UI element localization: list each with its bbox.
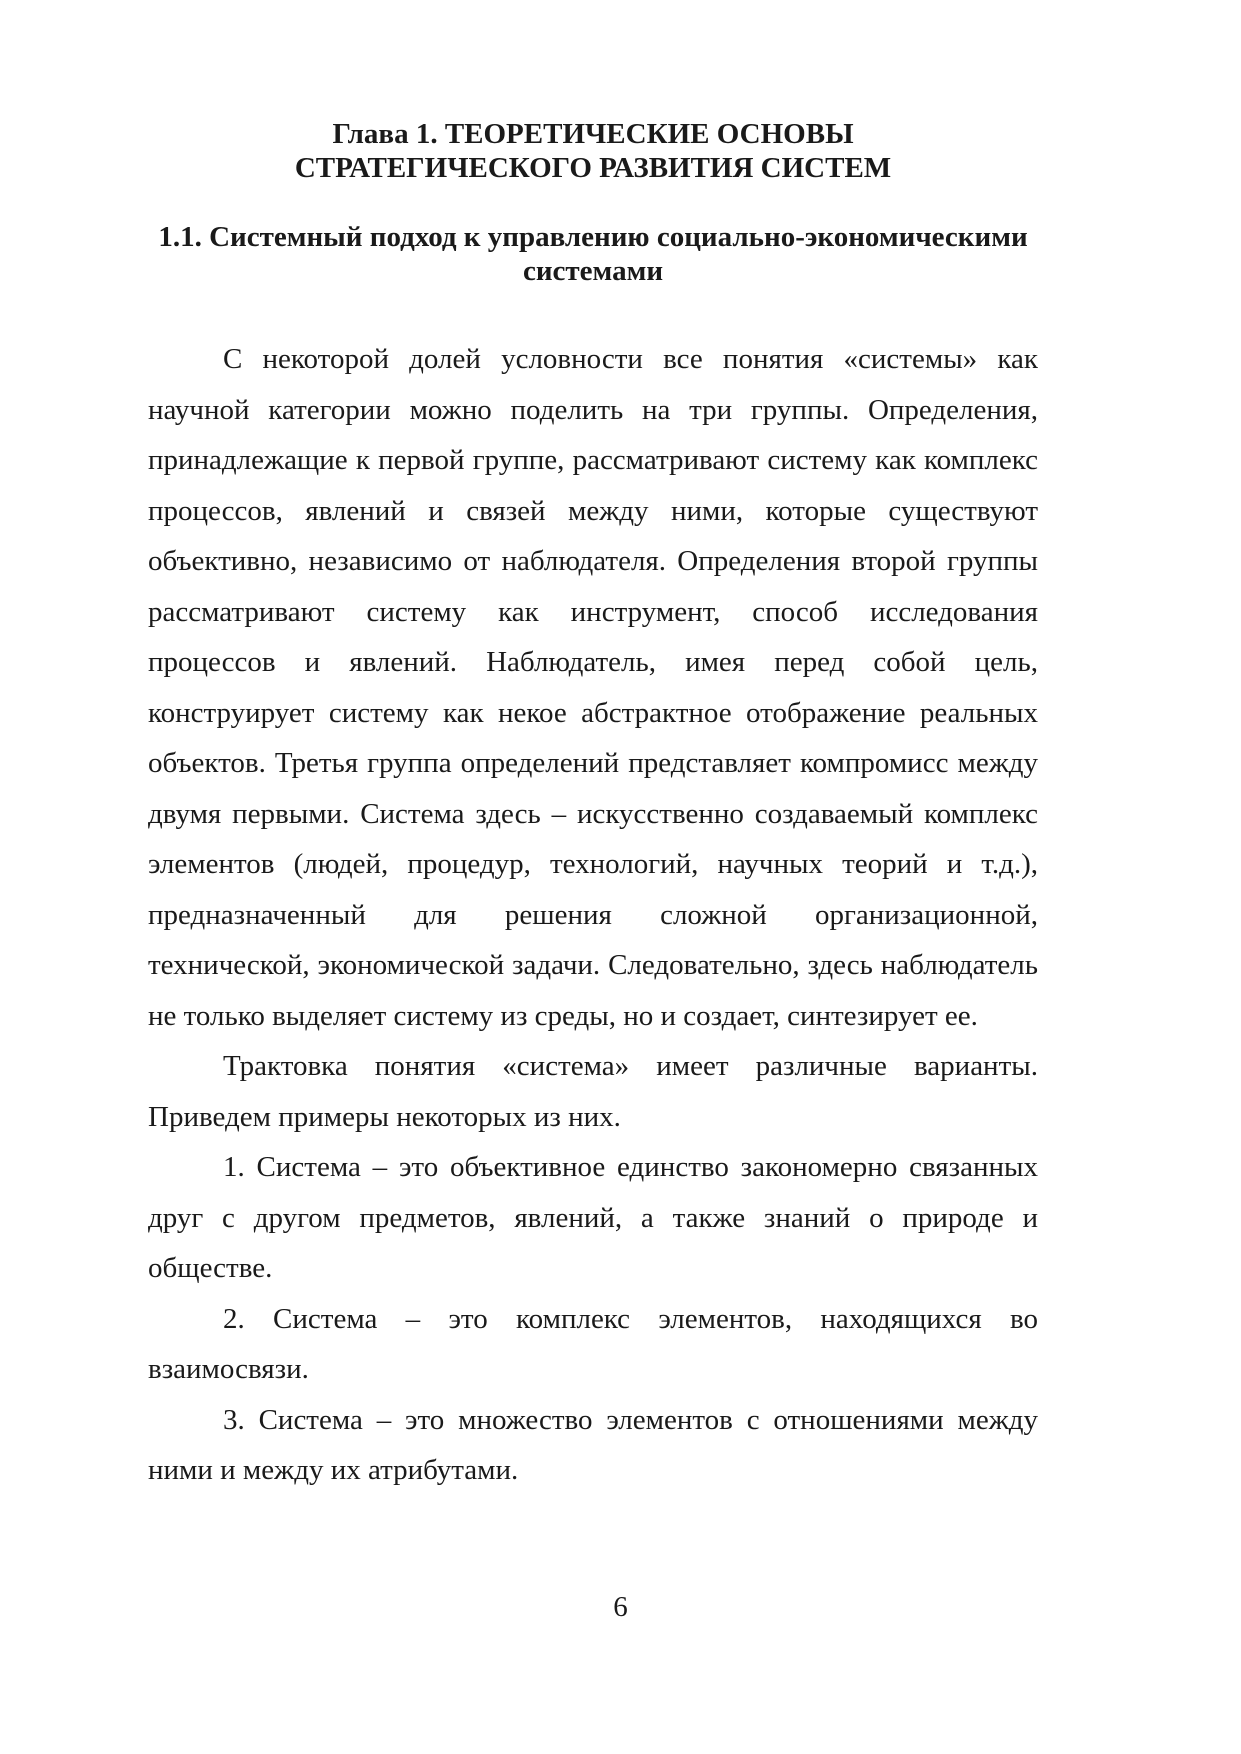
- section-title: [148, 220, 1038, 288]
- chapter-title-line-2: СТРАТЕГИЧЕСКОГО РАЗВИТИЯ СИСТЕМ: [294, 152, 892, 184]
- paragraph-1: С некоторой долей условности все понятия «системы» как научной категории можно поделить на три группы. Определения, принадлежащие к первой группе, рассматривают систему как комплекс процессов, явлений и связей между ними, которые существуют объективно, независимо от наблюдателя. Определения второй группы рассматривают систему как инструмент, способ исследования процессов и явлений. Наблюдатель, имея перед собой цель, конструирует систему как некое абстрактное отображение реальных объектов. Третья группа определений представляет компромисс между двумя первыми. Система здесь – искусственно создаваемый комплекс элементов (людей, процедур, технологий, научных теорий и т.д.), предназначенный для решения сложной организационной, технической, экономической задачи. Следовательно, здесь наблюдатель не только выделяет систему из среды, но и создает, синтезирует ее.: [148, 343, 1038, 1032]
- chapter-title: [148, 117, 1038, 185]
- list-item-2: 2. Система – это комплекс элементов, находящихся во взаимосвязи.: [148, 1302, 1038, 1385]
- paragraph-2: Трактовка понятия «система» имеет различные варианты. Приведем примеры некоторых из них.: [148, 1050, 1038, 1133]
- body-text: [148, 334, 1038, 1496]
- list-item-3: 3. Система – это множество элементов с отношениями между ними и между их атрибутами.: [148, 1403, 1038, 1486]
- section-title-line-2: системами: [522, 255, 664, 287]
- page-number: 6: [613, 1591, 628, 1623]
- list-item-1: 1. Система – это объективное единство закономерно связанных друг с другом предметов, явлений, а также знаний о природе и обществе.: [148, 1151, 1038, 1284]
- chapter-title-line-1: Глава 1. ТЕОРЕТИЧЕСКИЕ ОСНОВЫ: [332, 118, 854, 150]
- section-title-line-1: 1.1. Системный подход к управлению социально-экономическими: [158, 221, 1028, 253]
